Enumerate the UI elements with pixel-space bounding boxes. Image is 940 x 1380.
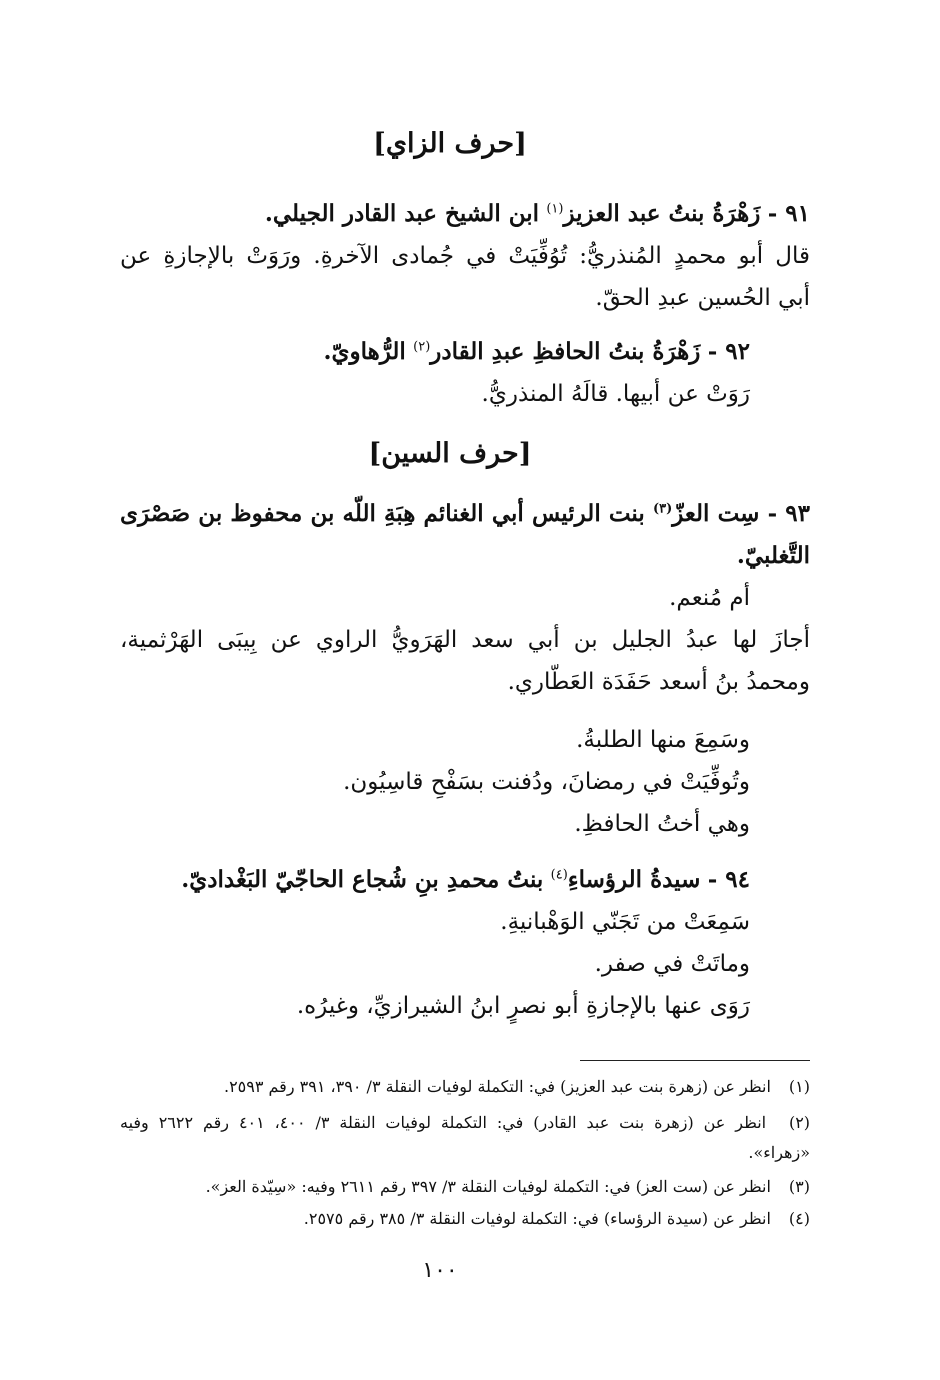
entry-name: زَهْرَةُ بنتُ الحافظِ عبدِ القادر bbox=[430, 338, 701, 365]
entry-name-cont: الرُّهاويّ. bbox=[323, 338, 406, 365]
page-number: ١٠٠ bbox=[422, 1258, 458, 1283]
entry-93-line: أم مُنعم. bbox=[669, 585, 750, 611]
entry-number: ٩٣ - bbox=[767, 500, 810, 527]
footnote-ref: (٤) bbox=[550, 867, 568, 883]
entry-93-line: أجازَ لها عبدُ الجليل بن أبي سعد الهَرَويُّ الراوي عن بِيبَى الهَرْثمية، bbox=[120, 627, 810, 653]
entry-91-line: أبي الحُسين عبدِ الحقّ. bbox=[595, 285, 810, 311]
footnote-number: (٢) bbox=[788, 1113, 811, 1132]
footnote bbox=[120, 1110, 810, 1136]
footnote bbox=[120, 1074, 810, 1100]
footnote-text: انظر عن (زهرة بنت عبد القادر) في: التكملة لوفيات النقلة ٣/ ٤٠٠، ٤٠١ رقم ٢٦٢٢ وفيه bbox=[120, 1113, 767, 1132]
entry-name: سيدةُ الرؤساءِ bbox=[567, 866, 701, 893]
entry-94-title bbox=[120, 862, 750, 898]
footnote bbox=[120, 1174, 810, 1200]
entry-94-line: رَوَى عنها بالإجازةِ أبو نصرٍ ابنُ الشيرازيِّ، وغيرُه. bbox=[296, 993, 750, 1019]
footnote-ref: (١) bbox=[546, 201, 564, 217]
entry-94-line: وماتَتْ في صفر. bbox=[594, 951, 750, 977]
footnote-cont: «زهراء». bbox=[748, 1143, 810, 1162]
entry-93-title-cont: التَّغلبيّ. bbox=[736, 542, 810, 569]
footnote-number: (١) bbox=[788, 1077, 810, 1096]
entry-name: زَهْرَةُ بنتُ عبد العزيز bbox=[563, 200, 761, 227]
section-heading-zay: [حرف الزاي] bbox=[373, 128, 527, 159]
entry-92-line: رَوَتْ عن أبيها. قالَهُ المنذريُّ. bbox=[481, 381, 750, 407]
footnote-text: انظر عن (سيدة الرؤساء) في: التكملة لوفيات النقلة ٣/ ٣٨٥ رقم ٢٥٧٥. bbox=[303, 1209, 771, 1228]
entry-93-line: وسَمِعَ منها الطلبةُ. bbox=[576, 727, 750, 753]
entry-91-title bbox=[120, 196, 810, 232]
footnote-text: انظر عن (زهرة بنت عبد العزيز) في: التكملة لوفيات النقلة ٣/ ٣٩٠، ٣٩١ رقم ٢٥٩٣. bbox=[223, 1077, 771, 1096]
entry-92-title bbox=[120, 334, 750, 370]
entry-number: ٩٢ - bbox=[707, 338, 750, 365]
entry-name-cont: بنتُ محمدِ بنِ شُجاع الحاجّيّ البَغْداديّ. bbox=[181, 866, 544, 893]
entry-93-line: وهي أختُ الحافظِ. bbox=[574, 811, 750, 837]
entry-94-line: سَمِعَتْ من تَجَنّي الوَهْبانيةِ. bbox=[500, 909, 750, 935]
entry-name-cont: بنت الرئيس أبي الغنائم هِبَةِ اللّه بن محفوظ بن صَصْرَى bbox=[120, 500, 645, 527]
footnote-ref: (٢) bbox=[413, 339, 431, 355]
footnote-separator bbox=[580, 1060, 810, 1061]
entry-number: ٩١ - bbox=[767, 200, 810, 227]
entry-name: سِت العزّ bbox=[672, 500, 760, 527]
entry-number: ٩٤ - bbox=[707, 866, 750, 893]
entry-name-cont: ابن الشيخ عبد القادر الجيلي. bbox=[264, 200, 540, 227]
footnote bbox=[120, 1206, 810, 1232]
entry-93-line: وتُوفِّيَتْ في رمضانَ، ودُفنت بسَفْحِ قاسِيُون. bbox=[343, 769, 750, 795]
entry-91-line: قال أبو محمدٍ المُنذريُّ: تُوُفِّيَتْ في جُمادى الآخرةِ. ورَوَتْ بالإجازةِ عن bbox=[120, 243, 810, 269]
section-heading-sin: [حرف السين] bbox=[368, 438, 532, 469]
footnote-text: انظر عن (ست العز) في: التكملة لوفيات النقلة ٣/ ٣٩٧ رقم ٢٦١١ وفيه: «سِيّدة العز». bbox=[205, 1177, 771, 1196]
footnote-ref: (٣) bbox=[652, 501, 673, 517]
footnote-number: (٤) bbox=[788, 1209, 810, 1228]
entry-93-title bbox=[120, 496, 810, 532]
entry-93-line: ومحمدُ بنُ أسعد حَفَدَة العَطّاري. bbox=[507, 669, 810, 695]
footnote-number: (٣) bbox=[788, 1177, 810, 1196]
